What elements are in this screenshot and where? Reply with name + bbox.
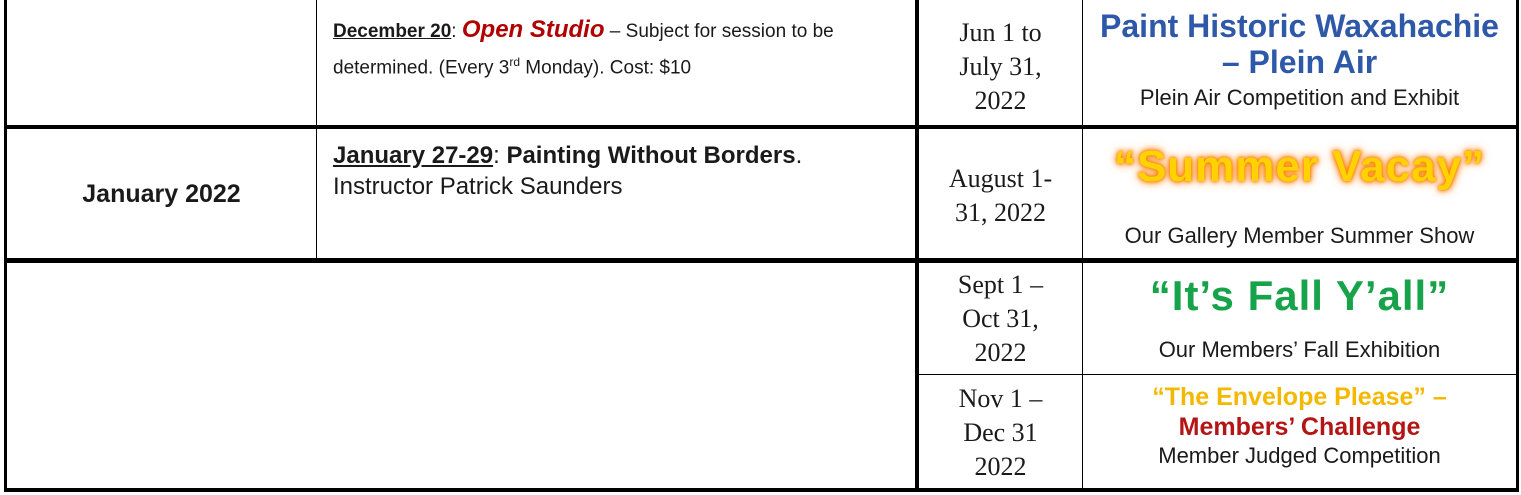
show-dates-fall [919, 268, 1082, 370]
row-divider-3 [917, 374, 1519, 375]
date-line: Sept 1 – [957, 270, 1044, 299]
show-subtitle: Our Gallery Member Summer Show [1124, 223, 1475, 248]
show-summer-vacay [1083, 142, 1516, 250]
event-instructor: Instructor Patrick Saunders [333, 173, 623, 200]
date-line: 2022 [974, 86, 1027, 115]
column-divider-1 [316, 0, 317, 260]
show-envelope-please [1083, 382, 1516, 470]
show-title-line2: Members’ Challenge [1178, 413, 1421, 441]
show-title: “It’s Fall Y’all” [1149, 272, 1450, 319]
event-text: – Subject for session to be determined. (Every 3 [333, 21, 834, 79]
month-label: January 2022 [82, 180, 241, 208]
date-line: 2022 [974, 338, 1027, 367]
date-line: Dec 31 [963, 418, 1038, 447]
row-divider-2 [4, 258, 1519, 263]
date-line: Jun 1 to [959, 18, 1042, 47]
show-subtitle: Our Members’ Fall Exhibition [1158, 337, 1441, 362]
show-title: “The Envelope Please” – [1152, 383, 1447, 411]
table-border-bottom [4, 488, 1519, 492]
event-painting-without-borders [333, 140, 913, 202]
show-title: “Summer Vacay” [1113, 142, 1486, 191]
event-date: January 27-29 [333, 142, 494, 169]
date-line: 2022 [974, 452, 1027, 481]
show-title: Paint Historic Waxahachie [1100, 8, 1499, 44]
row-divider-1 [4, 125, 1519, 129]
show-fall-yall [1083, 272, 1516, 364]
show-dates-envelope [919, 382, 1082, 484]
event-separator: : [451, 21, 462, 42]
date-line: July 31, [959, 52, 1042, 81]
date-line: Oct 31, [962, 304, 1039, 333]
show-subtitle: Member Judged Competition [1158, 443, 1441, 468]
event-separator: : [493, 142, 507, 169]
show-subtitle: Plein Air Competition and Exhibit [1139, 85, 1460, 110]
table-border-right [1516, 0, 1519, 492]
event-period: . [795, 142, 803, 169]
event-title: Open Studio [461, 16, 605, 43]
show-dates-summer [919, 162, 1082, 230]
event-date: December 20 [333, 21, 452, 42]
date-line: August 1- [948, 164, 1053, 193]
show-plein-air [1083, 8, 1516, 112]
table-border-left [4, 0, 7, 492]
event-superscript: rd [509, 55, 521, 69]
date-line: 31, 2022 [955, 198, 1046, 227]
event-title: Painting Without Borders [506, 142, 796, 169]
show-title-line2: – Plein Air [1221, 44, 1378, 80]
event-open-studio [333, 14, 903, 83]
event-text-end: Monday). Cost: $10 [520, 57, 692, 79]
date-line: Nov 1 – [958, 384, 1043, 413]
show-dates-plein-air [919, 16, 1082, 118]
